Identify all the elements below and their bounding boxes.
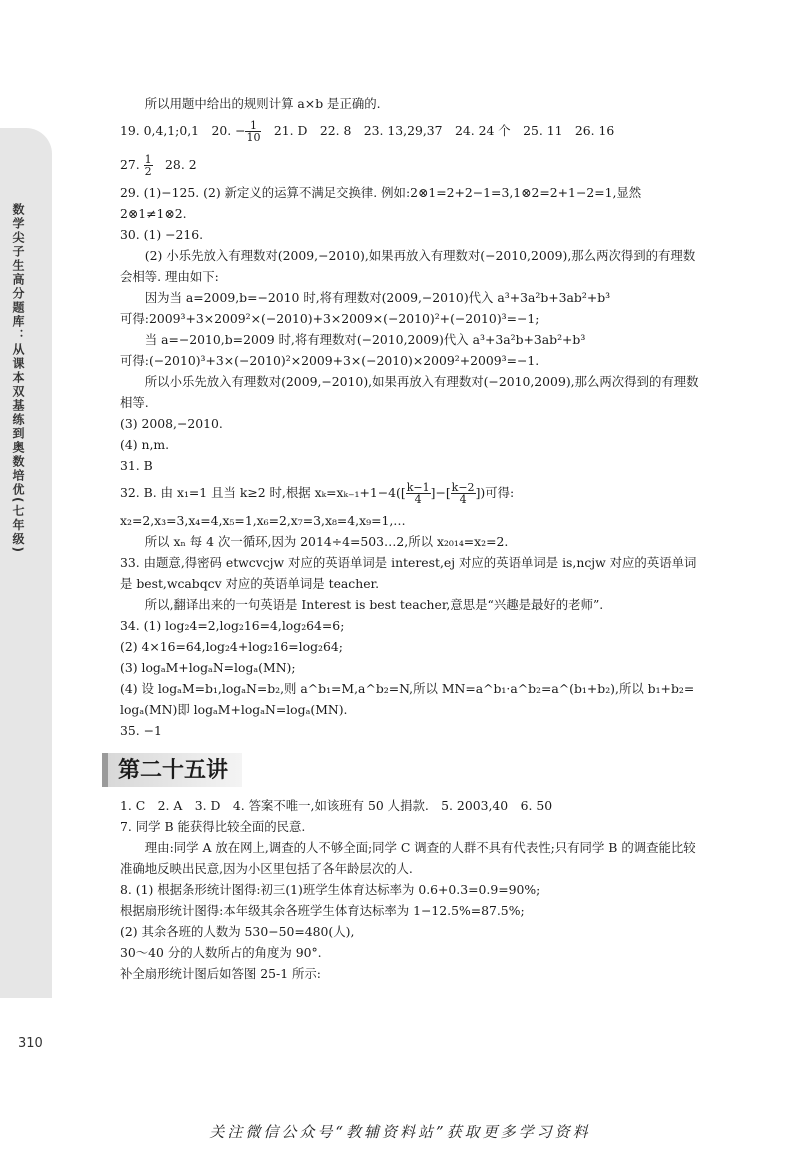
text-line: 30～40 分的人数所占的角度为 90°. <box>120 945 322 960</box>
text-line: 理由:同学 A 放在网上,调查的人不够全面;同学 C 调查的人群不具有代表性;只有同学 B 的调查能比较 <box>144 840 696 855</box>
text-line: (2) 其余各班的人数为 530−50=480(人), <box>120 924 355 939</box>
text-line: 35. −1 <box>120 723 162 738</box>
text-line: 相等. <box>120 395 149 410</box>
text-line: 所以小乐先放入有理数对(2009,−2010),如果再放入有理数对(−2010,2009),那么两次得到的有理数 <box>144 374 699 389</box>
text-line: 因为当 a=2009,b=−2010 时,将有理数对(2009,−2010)代入 a³+3a²b+3ab²+b³ <box>144 290 611 305</box>
text-line: logₐ(MN)即 logₐM+logₐN=logₐ(MN). <box>120 702 348 717</box>
text-line: 7. 同学 B 能获得比较全面的民意. <box>120 819 306 834</box>
fraction: $\frac{1}{2}$ <box>144 153 152 178</box>
answers-19-26: 19. 0,4,1;0,1 20. − $\frac{1}{10}$ 21. D 22. 8 23. 13,29,37 24. 24 个 25. 11 26. 16 <box>120 119 615 144</box>
text-line: 33. 由题意,得密码 etwcvcjw 对应的英语单词是 interest,ej 对应的英语单词是 is,ncjw 对应的英语单词 <box>120 555 697 570</box>
text-line: 所以,翻译出来的一句英语是 Interest is best teacher,意思是“兴趣是最好的老师”. <box>144 597 604 612</box>
text-line: (2) 小乐先放入有理数对(2009,−2010),如果再放入有理数对(−2010,2009),那么两次得到的有理数 <box>144 248 696 263</box>
text-line: x₂=2,x₃=3,x₄=4,x₅=1,x₆=2,x₇=3,x₈=4,x₉=1,… <box>120 513 406 528</box>
footer-note: 关注微信公众号“教辅资料站”获取更多学习资料 <box>209 1123 591 1141</box>
text-line: 34. (1) log₂4=2,log₂16=4,log₂64=6; <box>120 618 345 633</box>
text-line: (2) 4×16=64,log₂4+log₂16=log₂64; <box>120 639 343 654</box>
text-line: 可得:(−2010)³+3×(−2010)²×2009+3×(−2010)×2009²+2009³=−1. <box>120 353 540 368</box>
fraction: $\frac{k-2}{4}$ <box>451 481 475 506</box>
answer-content <box>120 93 720 984</box>
text-line: (4) 设 logₐM=b₁,logₐN=b₂,则 a^b₁=M,a^b₂=N,所以 MN=a^b₁·a^b₂=a^(b₁+b₂),所以 b₁+b₂= <box>120 681 695 696</box>
fraction: $\frac{1}{10}$ <box>246 119 261 144</box>
sidebar-tab <box>0 128 52 998</box>
text-line: 当 a=−2010,b=2009 时,将有理数对(−2010,2009)代入 a³+3a²b+3ab²+b³ <box>144 332 586 347</box>
text-line: 1. C 2. A 3. D 4. 答案不唯一,如该班有 50 人捐款. 5. 2003,40 6. 50 <box>120 798 553 813</box>
text-line: 补全扇形统计图后如答图 25-1 所示: <box>120 966 321 981</box>
text-line: 31. B <box>120 458 153 473</box>
text-line: 准确地反映出民意,因为小区里包括了各年龄层次的人. <box>120 861 413 876</box>
text-line: (4) n,m. <box>120 437 170 452</box>
text-line: 所以用题中给出的规则计算 a×b 是正确的. <box>144 96 381 111</box>
answers-27-28: 27. $\frac{1}{2}$ 28. 2 <box>120 153 197 178</box>
text-line: 可得:2009³+3×2009²×(−2010)+3×2009×(−2010)²+(−2010)³=−1; <box>120 311 540 326</box>
text-line: 根据扇形统计图得:本年级其余各班学生体育达标率为 1−12.5%=87.5%; <box>120 903 525 918</box>
text-line: 8. (1) 根据条形统计图得:初三(1)班学生体育达标率为 0.6+0.3=0.9=90%; <box>120 882 541 897</box>
text-line: 2⊗1≠1⊗2. <box>120 206 187 221</box>
text-line: (3) logₐM+logₐN=logₐ(MN); <box>120 660 296 675</box>
text-line: 30. (1) −216. <box>120 227 204 242</box>
text-line: 29. (1)−125. (2) 新定义的运算不满足交换律. 例如:2⊗1=2+2−1=3,1⊗2=2+1−2=1,显然 <box>120 185 642 200</box>
section-heading: 第二十五讲 <box>102 753 242 787</box>
text-line: 所以 xₙ 每 4 次一循环,因为 2014÷4=503…2,所以 x₂₀₁₄=x₂=2. <box>144 534 509 549</box>
sidebar-book-title: 数学尖子生高分题库：从课本双基练到奥数培优(七年级) <box>11 203 25 554</box>
fraction: $\frac{k-1}{4}$ <box>406 481 430 506</box>
text-line: 是 best,wcabqcv 对应的英语单词是 teacher. <box>120 576 380 591</box>
page-number: 310 <box>18 1036 43 1051</box>
text-line: (3) 2008,−2010. <box>120 416 223 431</box>
text-line: 会相等. 理由如下: <box>120 269 219 284</box>
answer-32: 32. B. 由 x₁=1 且当 k≥2 时,根据 xₖ=xₖ₋₁+1−4([ $\frac{k-1}{4}$ ]−[ $\frac{k-2}{4}$ ])可得: <box>120 481 515 506</box>
